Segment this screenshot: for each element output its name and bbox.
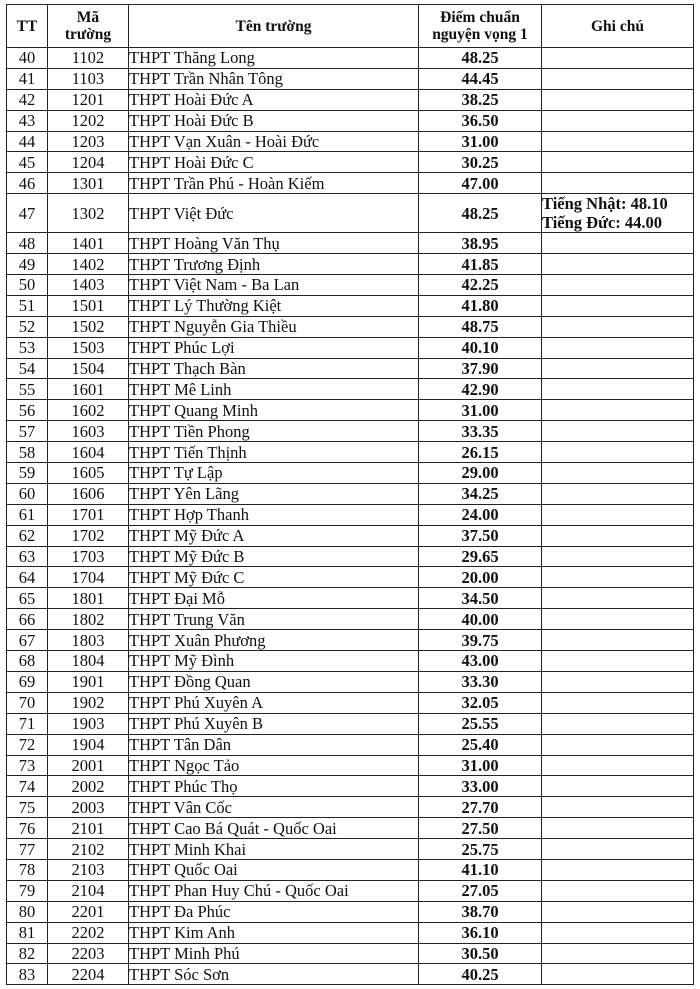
row-diem-chuan: 48.75: [419, 316, 542, 337]
row-tt: 56: [7, 400, 48, 421]
row-ma-truong: 2204: [48, 964, 129, 985]
row-ten-truong: THPT Yên Lãng: [129, 483, 419, 504]
row-ten-truong: THPT Phan Huy Chú - Quốc Oai: [129, 880, 419, 901]
row-diem-chuan: 41.80: [419, 295, 542, 316]
row-ma-truong: 1603: [48, 421, 129, 442]
row-tt: 44: [7, 131, 48, 152]
row-tt: 83: [7, 964, 48, 985]
row-diem-chuan: 40.10: [419, 337, 542, 358]
row-diem-chuan: 24.00: [419, 504, 542, 525]
row-diem-chuan: 25.55: [419, 713, 542, 734]
row-diem-chuan: 25.75: [419, 839, 542, 860]
row-ghi-chu: [542, 546, 694, 567]
table-row: [7, 131, 694, 152]
row-ghi-chu: [542, 525, 694, 546]
row-ma-truong: 1901: [48, 671, 129, 692]
row-ten-truong: THPT Mỹ Đức A: [129, 525, 419, 546]
row-tt: 73: [7, 755, 48, 776]
row-diem-chuan: 43.00: [419, 651, 542, 672]
table-row: [7, 194, 694, 233]
row-ma-truong: 2102: [48, 839, 129, 860]
row-ten-truong: THPT Việt Nam - Ba Lan: [129, 275, 419, 296]
row-diem-chuan: 47.00: [419, 173, 542, 194]
row-ghi-chu: [542, 609, 694, 630]
row-ma-truong: 1803: [48, 630, 129, 651]
row-ten-truong: THPT Đồng Quan: [129, 671, 419, 692]
row-ten-truong: THPT Đa Phúc: [129, 901, 419, 922]
row-ghi-chu: [542, 173, 694, 194]
row-diem-chuan: 27.05: [419, 880, 542, 901]
row-ma-truong: 1804: [48, 651, 129, 672]
row-tt: 58: [7, 442, 48, 463]
row-ghi-chu: [542, 651, 694, 672]
row-ghi-chu: [542, 194, 694, 233]
table-row: [7, 463, 694, 484]
row-ma-truong: 1601: [48, 379, 129, 400]
row-diem-chuan: 31.00: [419, 131, 542, 152]
row-ten-truong: THPT Mỹ Đức C: [129, 567, 419, 588]
row-ma-truong: 2101: [48, 818, 129, 839]
row-ma-truong: 1103: [48, 68, 129, 89]
row-diem-chuan: 27.50: [419, 818, 542, 839]
row-ma-truong: 1903: [48, 713, 129, 734]
table-row: [7, 671, 694, 692]
row-tt: 65: [7, 588, 48, 609]
row-diem-chuan: 33.30: [419, 671, 542, 692]
row-ma-truong: 1602: [48, 400, 129, 421]
table-row: [7, 797, 694, 818]
row-ghi-chu: [542, 692, 694, 713]
row-ma-truong: 1504: [48, 358, 129, 379]
row-ten-truong: THPT Trần Phú - Hoàn Kiếm: [129, 173, 419, 194]
row-diem-chuan: 27.70: [419, 797, 542, 818]
table-row: [7, 880, 694, 901]
row-tt: 63: [7, 546, 48, 567]
table-row: [7, 233, 694, 254]
table-row: [7, 776, 694, 797]
row-ma-truong: 2202: [48, 922, 129, 943]
table-row: [7, 943, 694, 964]
row-ma-truong: 2003: [48, 797, 129, 818]
row-ten-truong: THPT Mỹ Đức B: [129, 546, 419, 567]
table-row: [7, 922, 694, 943]
row-ghi-chu: [542, 880, 694, 901]
row-tt: 75: [7, 797, 48, 818]
row-ma-truong: 2203: [48, 943, 129, 964]
row-ghi-chu: [542, 295, 694, 316]
header-diem-chuan-line-1: Điểm chuẩn: [440, 9, 520, 26]
row-ten-truong: THPT Tự Lập: [129, 463, 419, 484]
row-ma-truong: 1301: [48, 173, 129, 194]
row-tt: 62: [7, 525, 48, 546]
table-body: [7, 48, 694, 985]
table-row: [7, 651, 694, 672]
row-diem-chuan: 48.25: [419, 194, 542, 233]
table-row: [7, 316, 694, 337]
row-ma-truong: 2104: [48, 880, 129, 901]
row-diem-chuan: 33.35: [419, 421, 542, 442]
row-ma-truong: 1203: [48, 131, 129, 152]
row-diem-chuan: 20.00: [419, 567, 542, 588]
row-ghi-chu: [542, 734, 694, 755]
row-ma-truong: 1501: [48, 295, 129, 316]
row-diem-chuan: 42.25: [419, 275, 542, 296]
table-row: [7, 337, 694, 358]
row-tt: 76: [7, 818, 48, 839]
row-tt: 67: [7, 630, 48, 651]
row-diem-chuan: 31.00: [419, 755, 542, 776]
row-ghi-chu: [542, 671, 694, 692]
row-diem-chuan: 42.90: [419, 379, 542, 400]
row-ghi-chu: [542, 400, 694, 421]
row-ten-truong: THPT Tân Dân: [129, 734, 419, 755]
row-ten-truong: THPT Phú Xuyên B: [129, 713, 419, 734]
row-tt: 48: [7, 233, 48, 254]
row-ghi-chu: [542, 755, 694, 776]
row-ten-truong: THPT Phúc Lợi: [129, 337, 419, 358]
row-diem-chuan: 40.00: [419, 609, 542, 630]
row-tt: 40: [7, 48, 48, 69]
row-ghi-chu: [542, 797, 694, 818]
row-ten-truong: THPT Hoài Đức A: [129, 89, 419, 110]
row-ten-truong: THPT Lý Thường Kiệt: [129, 295, 419, 316]
header-diem-chuan-line-2: nguyện vọng 1: [432, 26, 528, 43]
row-ten-truong: THPT Hoài Đức C: [129, 152, 419, 173]
row-ghi-chu: [542, 68, 694, 89]
row-ten-truong: THPT Hoàng Văn Thụ: [129, 233, 419, 254]
table-row: [7, 692, 694, 713]
row-ten-truong: THPT Minh Khai: [129, 839, 419, 860]
row-ma-truong: 1503: [48, 337, 129, 358]
row-tt: 55: [7, 379, 48, 400]
row-ghi-chu: [542, 818, 694, 839]
row-ghi-chu: [542, 152, 694, 173]
row-ten-truong: THPT Mỹ Đình: [129, 651, 419, 672]
row-ma-truong: 1302: [48, 194, 129, 233]
row-ten-truong: THPT Hoài Đức B: [129, 110, 419, 131]
row-diem-chuan: 30.50: [419, 943, 542, 964]
row-tt: 57: [7, 421, 48, 442]
row-tt: 43: [7, 110, 48, 131]
row-tt: 77: [7, 839, 48, 860]
table-row: [7, 173, 694, 194]
row-tt: 70: [7, 692, 48, 713]
row-tt: 74: [7, 776, 48, 797]
row-ma-truong: 1201: [48, 89, 129, 110]
row-ma-truong: 1703: [48, 546, 129, 567]
row-ma-truong: 2201: [48, 901, 129, 922]
row-tt: 81: [7, 922, 48, 943]
table-row: [7, 421, 694, 442]
row-diem-chuan: 36.50: [419, 110, 542, 131]
row-diem-chuan: 26.15: [419, 442, 542, 463]
row-ma-truong: 1904: [48, 734, 129, 755]
table-row: [7, 152, 694, 173]
row-ma-truong: 2002: [48, 776, 129, 797]
row-tt: 61: [7, 504, 48, 525]
row-tt: 47: [7, 194, 48, 233]
header-ma-truong-line-1: Mã: [76, 9, 100, 26]
row-ten-truong: THPT Đại Mỗ: [129, 588, 419, 609]
ghi-chu-line: Tiếng Đức: 44.00: [542, 213, 663, 233]
row-tt: 49: [7, 254, 48, 275]
row-ma-truong: 1502: [48, 316, 129, 337]
table-row: [7, 358, 694, 379]
row-diem-chuan: 41.10: [419, 859, 542, 880]
row-ghi-chu: [542, 964, 694, 985]
row-ghi-chu: [542, 233, 694, 254]
table-row: [7, 89, 694, 110]
row-ma-truong: 1701: [48, 504, 129, 525]
row-diem-chuan: 33.00: [419, 776, 542, 797]
row-tt: 41: [7, 68, 48, 89]
row-ghi-chu: [542, 839, 694, 860]
row-ten-truong: THPT Thạch Bàn: [129, 358, 419, 379]
header-row: [7, 5, 694, 48]
table-row: [7, 964, 694, 985]
row-ma-truong: 1202: [48, 110, 129, 131]
row-ghi-chu: [542, 463, 694, 484]
row-ghi-chu: [542, 131, 694, 152]
row-diem-chuan: 40.25: [419, 964, 542, 985]
table-row: [7, 275, 694, 296]
ghi-chu-line: Tiếng Nhật: 48.10: [542, 194, 668, 214]
row-tt: 54: [7, 358, 48, 379]
table-row: [7, 630, 694, 651]
row-tt: 78: [7, 859, 48, 880]
row-ten-truong: THPT Thăng Long: [129, 48, 419, 69]
row-ma-truong: 1402: [48, 254, 129, 275]
row-ghi-chu: [542, 442, 694, 463]
table-row: [7, 734, 694, 755]
row-diem-chuan: 34.25: [419, 483, 542, 504]
table-row: [7, 609, 694, 630]
row-diem-chuan: 48.25: [419, 48, 542, 69]
header-ma-truong: [48, 5, 129, 48]
row-ten-truong: THPT Vạn Xuân - Hoài Đức: [129, 131, 419, 152]
table-row: [7, 110, 694, 131]
row-ten-truong: THPT Trung Văn: [129, 609, 419, 630]
row-diem-chuan: 38.95: [419, 233, 542, 254]
row-ma-truong: 1605: [48, 463, 129, 484]
row-tt: 45: [7, 152, 48, 173]
row-tt: 59: [7, 463, 48, 484]
row-diem-chuan: 31.00: [419, 400, 542, 421]
row-ghi-chu: [542, 421, 694, 442]
row-ma-truong: 1401: [48, 233, 129, 254]
row-tt: 80: [7, 901, 48, 922]
row-ghi-chu: [542, 859, 694, 880]
table-row: [7, 483, 694, 504]
table-row: [7, 713, 694, 734]
row-ten-truong: THPT Tiền Phong: [129, 421, 419, 442]
row-diem-chuan: 41.85: [419, 254, 542, 275]
row-ten-truong: THPT Kim Anh: [129, 922, 419, 943]
row-tt: 79: [7, 880, 48, 901]
row-ghi-chu: [542, 776, 694, 797]
row-diem-chuan: 37.50: [419, 525, 542, 546]
row-ten-truong: THPT Nguyễn Gia Thiều: [129, 316, 419, 337]
row-ten-truong: THPT Vân Cốc: [129, 797, 419, 818]
row-diem-chuan: 29.00: [419, 463, 542, 484]
row-ghi-chu: [542, 504, 694, 525]
table-row: [7, 379, 694, 400]
row-tt: 46: [7, 173, 48, 194]
row-tt: 50: [7, 275, 48, 296]
row-tt: 68: [7, 651, 48, 672]
row-ten-truong: THPT Minh Phú: [129, 943, 419, 964]
row-ten-truong: THPT Sóc Sơn: [129, 964, 419, 985]
row-ten-truong: THPT Phúc Thọ: [129, 776, 419, 797]
table-row: [7, 504, 694, 525]
row-ma-truong: 1606: [48, 483, 129, 504]
row-ghi-chu: [542, 943, 694, 964]
row-ma-truong: 1702: [48, 525, 129, 546]
row-tt: 52: [7, 316, 48, 337]
row-ghi-chu: [542, 48, 694, 69]
row-tt: 69: [7, 671, 48, 692]
header-ten-truong: Tên trường: [129, 5, 419, 48]
header-diem-chuan: [419, 5, 542, 48]
row-diem-chuan: 44.45: [419, 68, 542, 89]
row-ghi-chu: [542, 254, 694, 275]
table-row: [7, 68, 694, 89]
row-diem-chuan: 38.25: [419, 89, 542, 110]
row-tt: 82: [7, 943, 48, 964]
row-tt: 72: [7, 734, 48, 755]
row-ma-truong: 1403: [48, 275, 129, 296]
table-row: [7, 295, 694, 316]
row-ghi-chu: [542, 567, 694, 588]
table-row: [7, 400, 694, 421]
row-ghi-chu: [542, 337, 694, 358]
row-ten-truong: THPT Xuân Phương: [129, 630, 419, 651]
row-diem-chuan: 30.25: [419, 152, 542, 173]
row-ma-truong: 2103: [48, 859, 129, 880]
row-diem-chuan: 36.10: [419, 922, 542, 943]
header-tt: TT: [7, 5, 48, 48]
row-ten-truong: THPT Mê Linh: [129, 379, 419, 400]
row-ma-truong: 1902: [48, 692, 129, 713]
row-tt: 60: [7, 483, 48, 504]
row-ten-truong: THPT Quốc Oai: [129, 859, 419, 880]
row-ghi-chu: [542, 901, 694, 922]
row-ten-truong: THPT Cao Bá Quát - Quốc Oai: [129, 818, 419, 839]
row-ten-truong: THPT Ngọc Tảo: [129, 755, 419, 776]
table-row: [7, 755, 694, 776]
header-ghi-chu: Ghi chú: [542, 5, 694, 48]
row-ten-truong: THPT Phú Xuyên A: [129, 692, 419, 713]
row-diem-chuan: 29.65: [419, 546, 542, 567]
row-tt: 51: [7, 295, 48, 316]
table-row: [7, 254, 694, 275]
header-ma-truong-line-2: trường: [64, 26, 112, 43]
row-ten-truong: THPT Quang Minh: [129, 400, 419, 421]
row-ma-truong: 1801: [48, 588, 129, 609]
row-diem-chuan: 39.75: [419, 630, 542, 651]
row-tt: 71: [7, 713, 48, 734]
table-row: [7, 567, 694, 588]
row-ghi-chu: [542, 379, 694, 400]
row-diem-chuan: 34.50: [419, 588, 542, 609]
table-row: [7, 859, 694, 880]
row-ma-truong: 1802: [48, 609, 129, 630]
table-row: [7, 546, 694, 567]
row-ghi-chu: [542, 713, 694, 734]
row-diem-chuan: 38.70: [419, 901, 542, 922]
row-tt: 42: [7, 89, 48, 110]
table-row: [7, 901, 694, 922]
row-tt: 53: [7, 337, 48, 358]
row-ma-truong: 1102: [48, 48, 129, 69]
row-ghi-chu: [542, 630, 694, 651]
admission-score-table: [6, 4, 694, 985]
row-ghi-chu: [542, 89, 694, 110]
row-ma-truong: 1204: [48, 152, 129, 173]
table-row: [7, 588, 694, 609]
row-ghi-chu: [542, 922, 694, 943]
row-tt: 66: [7, 609, 48, 630]
row-ghi-chu: [542, 483, 694, 504]
row-ten-truong: THPT Trần Nhân Tông: [129, 68, 419, 89]
row-ghi-chu: [542, 588, 694, 609]
row-tt: 64: [7, 567, 48, 588]
row-ghi-chu: [542, 110, 694, 131]
table-row: [7, 839, 694, 860]
table-row: [7, 525, 694, 546]
row-ma-truong: 1704: [48, 567, 129, 588]
row-ghi-chu: [542, 358, 694, 379]
row-ten-truong: THPT Trương Định: [129, 254, 419, 275]
row-ghi-chu: [542, 316, 694, 337]
row-diem-chuan: 32.05: [419, 692, 542, 713]
row-diem-chuan: 25.40: [419, 734, 542, 755]
table-row: [7, 442, 694, 463]
row-ten-truong: THPT Tiến Thịnh: [129, 442, 419, 463]
row-ghi-chu: [542, 275, 694, 296]
row-ten-truong: THPT Hợp Thanh: [129, 504, 419, 525]
table-row: [7, 48, 694, 69]
row-ma-truong: 2001: [48, 755, 129, 776]
row-ten-truong: THPT Việt Đức: [129, 194, 419, 233]
row-diem-chuan: 37.90: [419, 358, 542, 379]
table-row: [7, 818, 694, 839]
row-ma-truong: 1604: [48, 442, 129, 463]
